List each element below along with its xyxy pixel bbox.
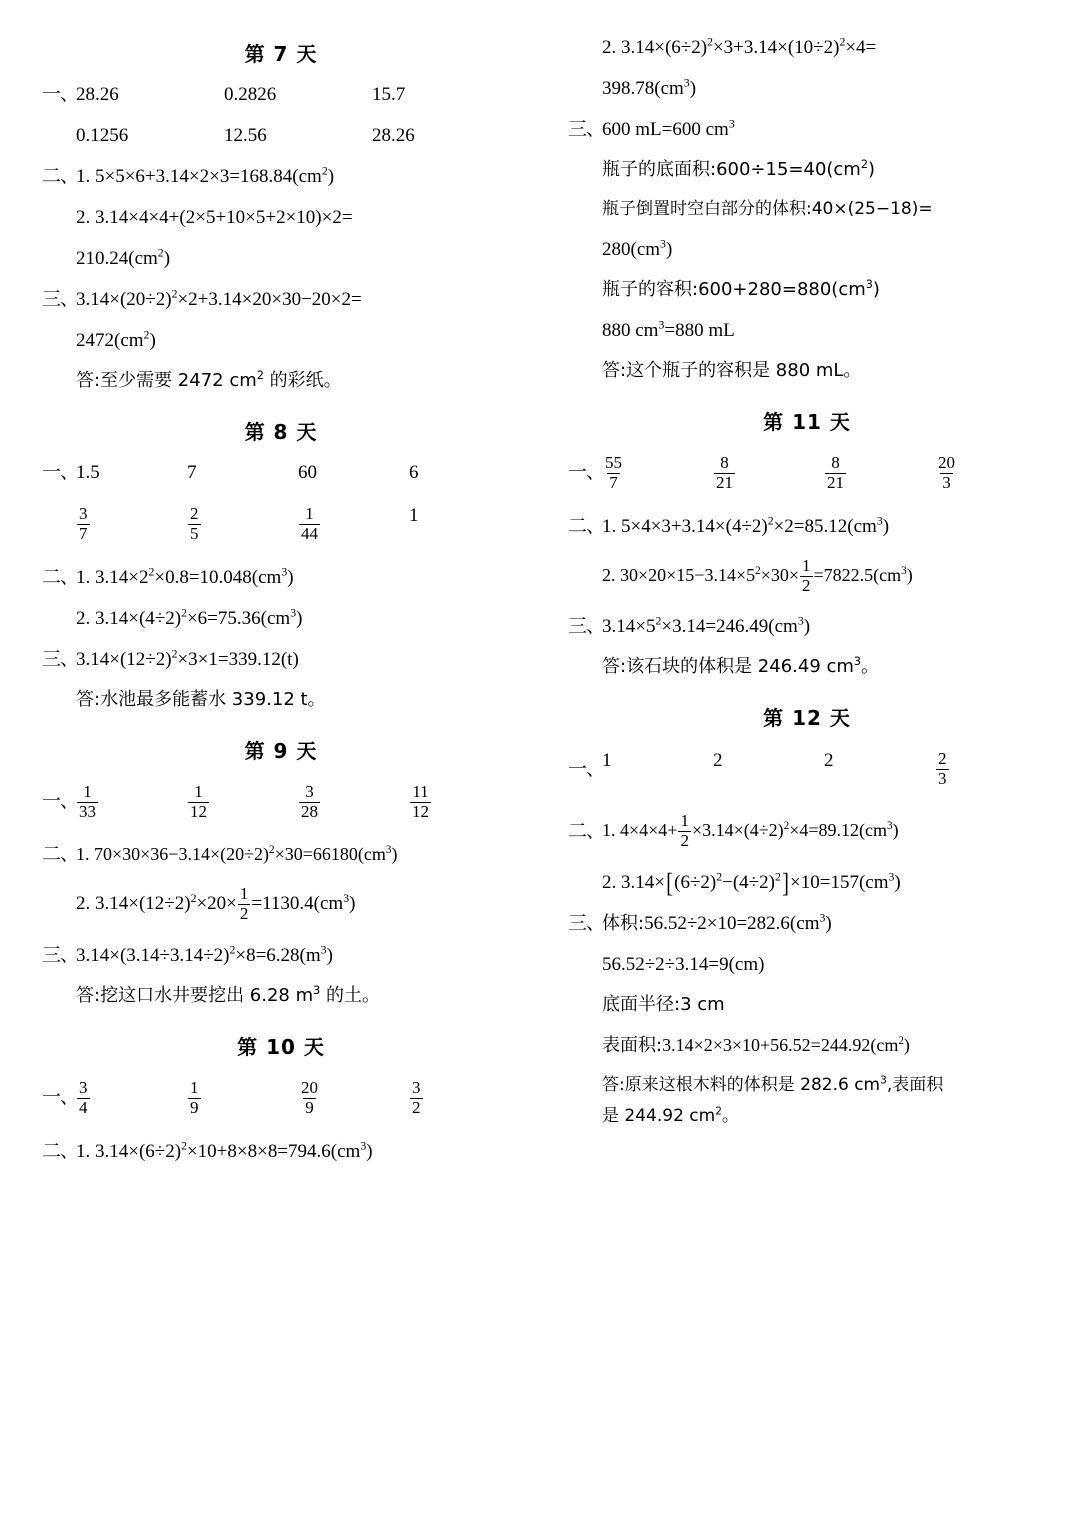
equation: 1. $3.14\times(6\div 2)^2\times 10+8\times 8\times 8=794.6(cm^3)$ [76, 1139, 373, 1162]
solution-line [568, 158, 1046, 180]
section-marker-1: 一、 [568, 462, 605, 484]
solution-line [568, 1036, 1046, 1055]
equation: $3.14\times(3.14\div 3.14\div 2)^2\times 8=6.28(m^3)$ [76, 943, 333, 967]
answer-cell: 28.26 [371, 125, 415, 146]
section-marker-1: 一、 [568, 758, 605, 780]
equation: 瓶子的底面积$:600\div 15=40(cm^2)$ [602, 158, 875, 180]
section-marker-1: 一、 [42, 1087, 79, 1109]
solution-line [42, 246, 520, 269]
section-marker-2: 二、 [568, 515, 605, 537]
answer-cell [602, 453, 713, 493]
answer-cell: 1 [602, 750, 612, 772]
equation: 56.52÷2÷3.14=9(cm) [602, 953, 765, 975]
answer-cell [76, 504, 187, 544]
answer-sentence [568, 1074, 1046, 1095]
fraction: $\frac{11}{12}$ [412, 781, 429, 821]
section-marker-2: 二、 [42, 566, 79, 588]
answer-sentence [568, 655, 1046, 678]
equation: 1. $70\times 30\times 36-3.14\times(20\div 2)^2\times 30=66180(cm^3)$ [76, 844, 398, 865]
equation: 2. 3.14×4×4+(2×5+10×5+2×10)×2= [76, 207, 353, 228]
answer-cell: 60 [298, 462, 317, 483]
section-marker-3: 三、 [42, 945, 79, 967]
answer-row [42, 1078, 520, 1118]
section-marker-2: 二、 [42, 166, 79, 187]
day-title-7: 第 7 天 [244, 42, 318, 66]
answer-cell: 28.26 [76, 84, 119, 105]
section-marker-3: 三、 [42, 289, 79, 310]
answer-row [568, 749, 1046, 789]
section-marker-3: 三、 [568, 616, 605, 638]
day-title-11: 第 11 天 [763, 410, 851, 434]
equation: 底面半径:3 cm [602, 993, 725, 1015]
day-title-12: 第 12 天 [763, 706, 851, 731]
equation: 体积$:56.52\div 2\times 10=282.6(cm^3)$ [602, 911, 832, 934]
fraction: $\frac{1}{2}$ [680, 811, 689, 850]
left-column [42, 38, 520, 1527]
equation: 880 $cm^3=880$ mL [602, 318, 735, 341]
equation: 瓶子倒置时空白部分的体积:40×(25−18)= [602, 199, 933, 219]
section-marker-1: 一、 [42, 791, 79, 813]
answer-cell: 7 [187, 462, 197, 483]
fraction: $\frac{1}{12}$ [190, 781, 207, 821]
solution-line [568, 278, 1046, 300]
equation: $280(cm^3)$ [602, 237, 673, 260]
section-marker-3: 三、 [568, 119, 605, 140]
answer-cell: 1 [409, 505, 419, 526]
answer-cell: 0.2826 [223, 84, 277, 105]
answer-row [42, 782, 520, 822]
equation: 1. $3.14\times 2^2\times 0.8=10.048(cm^3)$ [76, 565, 294, 588]
fraction: $\frac{55}{7}$ [605, 453, 622, 492]
solution-line [42, 886, 520, 924]
answer-cell [298, 1078, 409, 1118]
answer-cell [76, 782, 187, 822]
solution-line [42, 1139, 520, 1162]
answer-cell: 12.56 [223, 125, 267, 146]
answer-cell: 1.5 [76, 462, 100, 483]
solution-line [42, 845, 520, 864]
day-title-9: 第 9 天 [244, 738, 318, 763]
equation: 1. 4×4×4+ $\frac{1}{2}$ $\times 3.14\times(4\div 2)^2\times 4=89.12(cm^3)$ [602, 811, 899, 850]
solution-line [568, 35, 1046, 58]
fraction: $\frac{2}{5}$ [190, 504, 199, 543]
fraction: $\frac{1}{9}$ [190, 1078, 199, 1117]
solution-line [568, 911, 1046, 934]
fraction: $\frac{3}{28}$ [301, 781, 318, 821]
right-column [568, 35, 1046, 1527]
section-marker-3: 三、 [42, 648, 79, 670]
answer-text: 答:原来这根木料的体积是 282.6 $cm^3$,表面积 [602, 1074, 944, 1095]
equation: 2. $30\times 20\times 15-3.14\times 5^2\times 30\times$ $\frac{1}{2}$ $=7822.5(cm^3)$ [602, 555, 913, 595]
equation: $2472(cm^2)$ [76, 328, 156, 351]
equation: $3.14\times(12\div 2)^2\times 3\times 1=339.12(t)$ [76, 647, 299, 670]
answer-sentence [42, 688, 520, 710]
solution-line [568, 955, 1046, 974]
fraction: $\frac{20}{9}$ [301, 1078, 318, 1117]
answer-cell [935, 453, 1046, 493]
answer-sentence [568, 1105, 1046, 1126]
fraction: $\frac{3}{7}$ [79, 504, 88, 543]
fraction: $\frac{3}{2}$ [412, 1078, 421, 1117]
solution-line [42, 647, 520, 670]
solution-line [568, 813, 1046, 851]
fraction: $\frac{1}{44}$ [301, 504, 318, 543]
answer-cell: 15.7 [371, 84, 406, 105]
answer-row [568, 453, 1046, 493]
answer-cell [409, 782, 520, 822]
answer-cell [187, 504, 298, 544]
solution-line [568, 117, 1046, 140]
fraction: $\frac{8}{21}$ [716, 453, 733, 492]
answer-row [42, 463, 520, 482]
solution-line [568, 76, 1046, 99]
equation: 2. $3.14\times(12\div 2)^2\times 20\times$ $\frac{1}{2}$ $=1130.4(cm^3)$ [76, 884, 356, 924]
answer-row [42, 85, 520, 104]
equation: 表面积$:3.14\times 2\times 3\times 10+56.52=244.92(cm^2)$ [602, 1034, 910, 1056]
solution-line [42, 164, 520, 187]
equation: 2. $3.14\times(4\div 2)^2\times 6=75.36(cm^3)$ [76, 606, 303, 629]
answer-cell [298, 782, 409, 822]
answer-cell: 0.1256 [76, 125, 129, 146]
answer-text: 答:这个瓶子的容积是 880 mL。 [602, 360, 862, 381]
solution-line [42, 943, 520, 967]
answer-cell [298, 504, 409, 544]
solution-line [568, 617, 1046, 636]
section-marker-2: 二、 [42, 1140, 79, 1162]
fraction: $\frac{3}{4}$ [79, 1078, 88, 1117]
solution-line [568, 555, 1046, 596]
equation: 瓶子的容积$:600+280=880(cm^3)$ [602, 278, 880, 300]
section-marker-3: 三、 [568, 912, 605, 934]
fraction: $\frac{8}{21}$ [827, 453, 844, 492]
answer-sentence [42, 984, 520, 1007]
answer-cell: 2 [713, 750, 723, 772]
solution-line [568, 201, 1046, 218]
answer-sentence [42, 369, 520, 391]
equation: 1. $5\times 5\times 6+3.14\times 2\times 3=168.84(cm^2)$ [76, 164, 335, 187]
solution-line [568, 866, 1046, 898]
answer-row [42, 126, 520, 145]
solution-line [42, 328, 520, 351]
answer-cell [187, 782, 298, 822]
equation: $210.24(cm^2)$ [76, 246, 171, 269]
solution-line [42, 208, 520, 227]
section-marker-1: 一、 [42, 462, 79, 483]
day-title-8: 第 8 天 [244, 420, 318, 444]
equation: $3.14\times(20\div 2)^2\times 2+3.14\times 20\times 30-20\times 2=$ [76, 287, 362, 310]
solution-line [568, 514, 1046, 537]
equation: 2. $3.14\times(6\div 2)^2\times 3+3.14\times(10\div 2)^2\times 4=$ [602, 35, 877, 58]
answer-sentence [568, 362, 1046, 380]
equation: 600 mL=600 $cm^3$ [602, 117, 735, 140]
fraction: $\frac{20}{3}$ [938, 453, 955, 492]
fraction: $\frac{2}{3}$ [938, 749, 947, 789]
answer-cell: 2 [824, 750, 834, 772]
answer-text: 是 244.92 $cm^2$。 [602, 1105, 739, 1126]
solution-line [568, 237, 1046, 260]
solution-line [42, 287, 520, 310]
section-marker-2: 二、 [568, 821, 605, 843]
solution-line [42, 606, 520, 629]
answer-cell [409, 1078, 520, 1118]
answer-text: 答:至少需要 2472 $cm^2$ 的彩纸。 [76, 369, 342, 391]
answer-row [42, 504, 520, 544]
equation: $398.78(cm^3)$ [602, 76, 697, 99]
solution-line [568, 318, 1046, 341]
answer-cell [824, 453, 935, 493]
equation: 1. $5\times 4\times 3+3.14\times(4\div 2)^2\times 2=85.12(cm^3)$ [602, 514, 890, 537]
answer-cell [713, 453, 824, 493]
answer-cell [76, 1078, 187, 1118]
answer-cell [935, 749, 1046, 789]
answer-cell: 6 [409, 462, 419, 483]
answer-text: 答:该石块的体积是 246.49 $cm^3$。 [602, 655, 880, 678]
answer-text: 答:挖这口水井要挖出 6.28 $m^3$ 的土。 [76, 984, 380, 1007]
equation: $3.14\times 5^2\times 3.14=246.49(cm^3)$ [602, 615, 811, 638]
solution-line [568, 993, 1046, 1015]
fraction: $\frac{1}{33}$ [79, 781, 96, 821]
solution-line [42, 565, 520, 588]
fraction: $\frac{1}{2}$ [802, 555, 811, 595]
equation: 2. $3.14\times[(6\div 2)^2-(4\div 2)^2]\times 10=157(cm^3)$ [602, 866, 901, 898]
fraction: $\frac{1}{2}$ [239, 884, 249, 924]
day-title-10: 第 10 天 [237, 1035, 325, 1060]
section-marker-1: 一、 [42, 84, 79, 105]
answer-text: 答:水池最多能蓄水 339.12 t。 [76, 688, 326, 710]
answer-cell [187, 1078, 298, 1118]
section-marker-2: 二、 [42, 844, 79, 866]
